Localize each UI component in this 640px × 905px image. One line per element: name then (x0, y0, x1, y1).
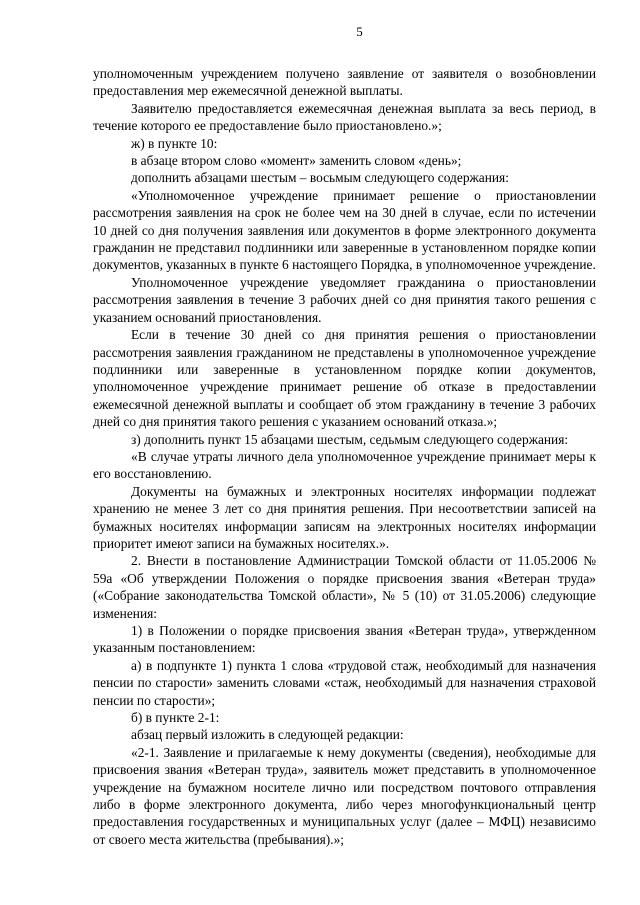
paragraph: а) в подпункте 1) пункта 1 слова «трудовой стаж, необходимый для назначения пенсии по старости» заменить словами «стаж, необходимый для назначения страховой пенсии по старости»; (93, 657, 596, 708)
paragraph: «В случае утраты личного дела уполномоченное учреждение принимает меры к его восстановлению. (93, 448, 596, 482)
page-number: 5 (356, 24, 363, 39)
paragraph: «Уполномоченное учреждение принимает решение о приостановлении рассмотрения заявления на срок не более чем на 30 дней в случае, если по истечении 10 дней со дня получения заявления или документов в форме электронного документа гражданин не представил подлинники или заверенные в установленном порядке копии документов, указанных в пункте 6 настоящего Порядка, в уполномоченное учреждение. (93, 187, 596, 273)
paragraph: абзац первый изложить в следующей редакции: (131, 727, 404, 743)
paragraph: «2-1. Заявление и прилагаемые к нему документы (сведения), необходимые для присвоения звания «Ветеран труда», заявитель может представить в уполномоченное учреждение на бумажном носителе лично или посредством почтового отправления либо в форме электронного документа, либо через многофункциональный центр предоставления государственных и муниципальных услуг (далее – МФЦ) независимо от своего места жительства (пребывания).»; (93, 744, 596, 847)
paragraph: Документы на бумажных и электронных носителях информации подлежат хранению не менее 3 лет со дня принятия решения. При несоответствии записей на бумажных носителях информации записям на электронных носителях информации приоритет имеют записи на бумажных носителях.». (93, 483, 596, 551)
paragraph: уполномоченным учреждением получено заявление от заявителя о возобновлении предоставления мер ежемесячной денежной выплаты. (93, 66, 596, 99)
paragraph: Уполномоченное учреждение уведомляет гражданина о приостановлении рассмотрения заявления в течение 3 рабочих дней со дня принятия такого решения с указанием оснований приостановления. (93, 274, 596, 325)
paragraph: Заявителю предоставляется ежемесячная денежная выплата за весь период, в течение которого ее предоставление было приостановлено.»; (93, 100, 596, 134)
paragraph: б) в пункте 2-1: (131, 710, 220, 726)
paragraph: в абзаце втором слово «момент» заменить словом «день»; (131, 153, 462, 169)
paragraph: дополнить абзацами шестым – восьмым следующего содержания: (131, 170, 509, 186)
paragraph: Если в течение 30 дней со дня принятия решения о приостановлении рассмотрения заявления гражданином не представлены в уполномоченное учреждение подлинники или заверенные в установленном порядке копии документов, уполномоченное учреждение принимает решение об отказе в предоставлении ежемесячной денежной выплаты и сообщает об этом гражданину в течение 3 рабочих дней со дня принятия такого решения с указанием оснований отказа.»; (93, 327, 596, 430)
document-body (93, 65, 596, 848)
paragraph: 1) в Положении о порядке присвоения звания «Ветеран труда», утвержденном указанным постановлением: (93, 623, 596, 656)
paragraph: ж) в пункте 10: (131, 135, 218, 151)
paragraph: з) дополнить пункт 15 абзацами шестым, седьмым следующего содержания: (131, 431, 569, 447)
paragraph: 2. Внести в постановление Администрации Томской области от 11.05.2006 № 59а «Об утверждении Положения о порядке присвоения звания «Ветеран труда» («Собрание законодательства Томской области», № 5 (10) от 31.05.2006) следующие изменения: (93, 553, 596, 621)
